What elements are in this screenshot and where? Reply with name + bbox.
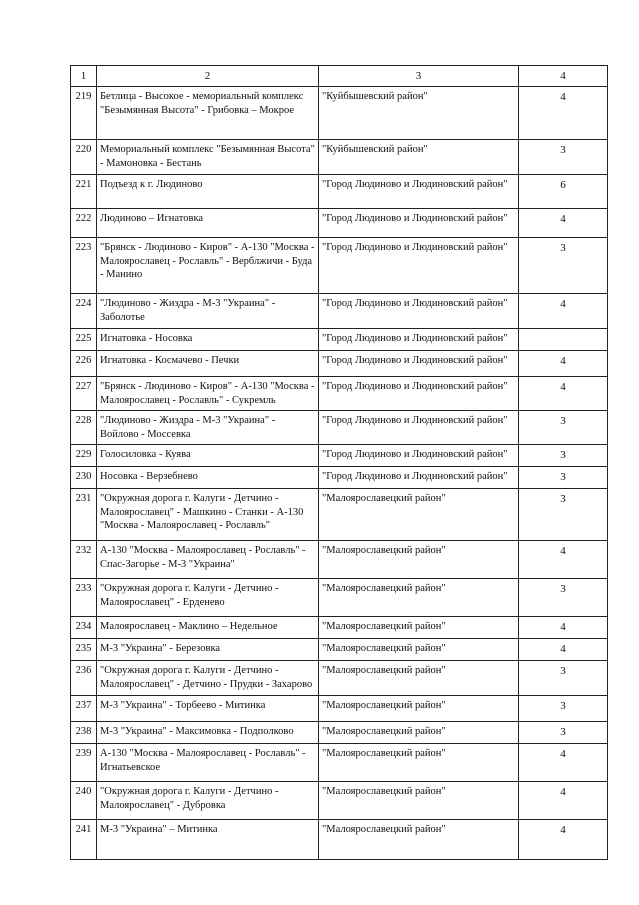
row-count: 4 <box>519 377 608 411</box>
row-number: 220 <box>71 140 97 175</box>
route-name: Игнатовка - Носовка <box>97 329 319 351</box>
route-name: М-3 "Украина" – Митинка <box>97 820 319 860</box>
route-name: М-3 "Украина" - Березовка <box>97 639 319 661</box>
table-row <box>71 411 608 445</box>
table-row <box>71 541 608 579</box>
table-row <box>71 489 608 541</box>
table-row <box>71 696 608 722</box>
row-count: 4 <box>519 541 608 579</box>
row-count: 3 <box>519 661 608 696</box>
route-name: "Окружная дорога г. Калуги - Детчино - Малоярославец" - Детчино - Прудки - Захарово <box>97 661 319 696</box>
row-count: 4 <box>519 87 608 140</box>
district-name: "Город Людиново и Людиновский район" <box>319 238 519 294</box>
header-col-3: 3 <box>319 66 519 87</box>
table-row <box>71 209 608 238</box>
table-row <box>71 351 608 377</box>
row-count: 3 <box>519 467 608 489</box>
route-name: Людиново – Игнатовка <box>97 209 319 238</box>
route-name: Бетлица - Высокое - мемориальный комплекс "Безымянная Высота" - Грибовка – Мокрое <box>97 87 319 140</box>
table-row <box>71 377 608 411</box>
header-col-2: 2 <box>97 66 319 87</box>
route-name: Мемориальный комплекс "Безымянная Высота" - Мамоновка - Бестань <box>97 140 319 175</box>
district-name: "Город Людиново и Людиновский район" <box>319 377 519 411</box>
route-name: "Брянск - Людиново - Киров" - А-130 "Москва - Малоярославец - Рославль" - Сукремль <box>97 377 319 411</box>
row-count: 3 <box>519 238 608 294</box>
table-row <box>71 722 608 744</box>
row-number: 230 <box>71 467 97 489</box>
row-count: 4 <box>519 820 608 860</box>
table-row <box>71 617 608 639</box>
row-count: 4 <box>519 294 608 329</box>
row-count: 4 <box>519 782 608 820</box>
header-col-4: 4 <box>519 66 608 87</box>
district-name: "Куйбышевский район" <box>319 87 519 140</box>
row-number: 232 <box>71 541 97 579</box>
route-name: А-130 "Москва - Малоярославец - Рославль" - Игнатьевское <box>97 744 319 782</box>
table-row <box>71 87 608 140</box>
route-name: Голосиловка - Куява <box>97 445 319 467</box>
district-name: "Малоярославецкий район" <box>319 579 519 617</box>
table-row <box>71 175 608 209</box>
row-number: 235 <box>71 639 97 661</box>
district-name: "Куйбышевский район" <box>319 140 519 175</box>
row-count: 3 <box>519 411 608 445</box>
route-name: "Людиново - Жиздра - М-3 "Украина" - Заболотье <box>97 294 319 329</box>
row-count: 4 <box>519 744 608 782</box>
district-name: "Малоярославецкий район" <box>319 782 519 820</box>
route-name: М-3 "Украина" - Торбеево - Митинка <box>97 696 319 722</box>
row-count: 3 <box>519 489 608 541</box>
row-number: 237 <box>71 696 97 722</box>
table-row <box>71 579 608 617</box>
district-name: "Малоярославецкий район" <box>319 744 519 782</box>
row-count: 6 <box>519 175 608 209</box>
row-number: 226 <box>71 351 97 377</box>
row-count: 4 <box>519 639 608 661</box>
row-number: 241 <box>71 820 97 860</box>
row-count: 3 <box>519 445 608 467</box>
row-count: 3 <box>519 140 608 175</box>
route-name: "Окружная дорога г. Калуги - Детчино - Малоярославец" - Ерденево <box>97 579 319 617</box>
row-number: 223 <box>71 238 97 294</box>
row-number: 225 <box>71 329 97 351</box>
row-number: 224 <box>71 294 97 329</box>
row-number: 221 <box>71 175 97 209</box>
district-name: "Малоярославецкий район" <box>319 696 519 722</box>
row-count: 3 <box>519 696 608 722</box>
row-number: 222 <box>71 209 97 238</box>
route-name: Малоярославец - Маклино – Недельное <box>97 617 319 639</box>
table-row <box>71 140 608 175</box>
row-number: 233 <box>71 579 97 617</box>
table-row <box>71 639 608 661</box>
header-row <box>71 66 608 87</box>
row-count: 4 <box>519 209 608 238</box>
row-count: 3 <box>519 722 608 744</box>
district-name: "Малоярославецкий район" <box>319 617 519 639</box>
row-count <box>519 329 608 351</box>
row-count: 4 <box>519 617 608 639</box>
roads-table <box>70 65 608 860</box>
route-name: Носовка - Верзебнево <box>97 467 319 489</box>
district-name: "Город Людиново и Людиновский район" <box>319 411 519 445</box>
district-name: "Малоярославецкий район" <box>319 661 519 696</box>
district-name: "Малоярославецкий район" <box>319 639 519 661</box>
table-row <box>71 445 608 467</box>
row-number: 238 <box>71 722 97 744</box>
district-name: "Город Людиново и Людиновский район" <box>319 351 519 377</box>
district-name: "Малоярославецкий район" <box>319 820 519 860</box>
row-number: 234 <box>71 617 97 639</box>
row-number: 228 <box>71 411 97 445</box>
route-name: "Брянск - Людиново - Киров" - А-130 "Москва - Малоярославец - Рославль" - Верблжичи - Буда - Манино <box>97 238 319 294</box>
district-name: "Малоярославецкий район" <box>319 722 519 744</box>
row-number: 231 <box>71 489 97 541</box>
table-row <box>71 820 608 860</box>
row-number: 229 <box>71 445 97 467</box>
route-name: "Людиново - Жиздра - М-3 "Украина" - Войлово - Моссевка <box>97 411 319 445</box>
header-col-1: 1 <box>71 66 97 87</box>
row-number: 236 <box>71 661 97 696</box>
row-count: 3 <box>519 579 608 617</box>
route-name: "Окружная дорога г. Калуги - Детчино - Малоярославец" - Машкино - Станки - А-130 "Москва - Малоярославец - Рославль" <box>97 489 319 541</box>
table-row <box>71 744 608 782</box>
row-number: 240 <box>71 782 97 820</box>
district-name: "Город Людиново и Людиновский район" <box>319 209 519 238</box>
district-name: "Малоярославецкий район" <box>319 489 519 541</box>
district-name: "Город Людиново и Людиновский район" <box>319 467 519 489</box>
table-row <box>71 782 608 820</box>
table-row <box>71 467 608 489</box>
table-row <box>71 238 608 294</box>
route-name: М-3 "Украина" - Максимовка - Подполково <box>97 722 319 744</box>
route-name: "Окружная дорога г. Калуги - Детчино - Малоярославец" - Дубровка <box>97 782 319 820</box>
district-name: "Город Людиново и Людиновский район" <box>319 329 519 351</box>
table-row <box>71 329 608 351</box>
row-number: 227 <box>71 377 97 411</box>
row-number: 239 <box>71 744 97 782</box>
table-row <box>71 294 608 329</box>
row-count: 4 <box>519 351 608 377</box>
route-name: А-130 "Москва - Малоярославец - Рославль" - Спас-Загорье - М-3 "Украина" <box>97 541 319 579</box>
route-name: Игнатовка - Космачево - Печки <box>97 351 319 377</box>
district-name: "Малоярославецкий район" <box>319 541 519 579</box>
table-row <box>71 661 608 696</box>
district-name: "Город Людиново и Людиновский район" <box>319 175 519 209</box>
district-name: "Город Людиново и Людиновский район" <box>319 294 519 329</box>
row-number: 219 <box>71 87 97 140</box>
route-name: Подъезд к г. Людиново <box>97 175 319 209</box>
district-name: "Город Людиново и Людиновский район" <box>319 445 519 467</box>
